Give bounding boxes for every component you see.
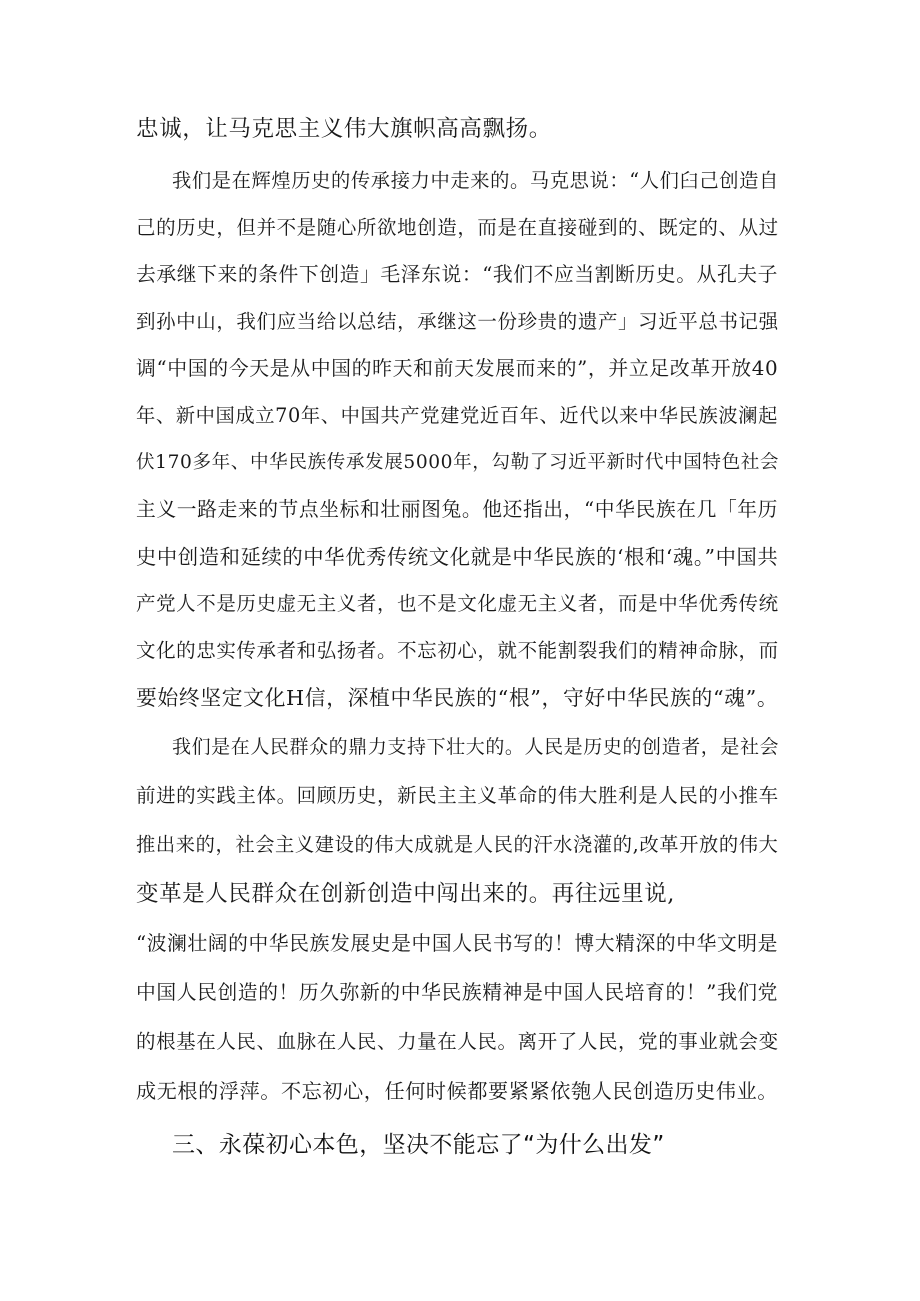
paragraph-1-line-1: 忠诚，让马克思主义伟大旗帜高高飘扬。 [136,116,552,142]
paragraph-3-line-8: 成无根的浮萍。不忘初心，任何时候都要紧紧依匏人民创造历史伟业。 [136,1079,778,1103]
paragraph-2-line-2: 己的历史，但并不是随心所欲地创造，而是在直接碰到的、既定的、从过 [136,216,779,239]
paragraph-3-line-6: 中国人民创造的！历久弥新的中华民族精神是中国人民培育的！”我们党 [136,981,779,1004]
paragraph-2-line-6: 年、新中国成立70年、中国共产党建党近百年、近代以来中华民族波澜起 [136,404,779,427]
paragraph-2-line-11: 文化的忠实传承者和弘扬者。不忘初心，就不能割裂我们的精神命脉，而 [136,639,779,662]
paragraph-2-line-8: 主义一路走来的节点坐标和壮丽图兔。他还指出，“中华民族在几「年历 [136,498,779,521]
paragraph-3-line-2: 前进的实践主体。回顾历史，新民主主义革命的伟大胜利是人民的小推车 [136,784,779,807]
paragraph-2-line-3: 去承继下来的条件下创造」毛泽东说：“我们不应当割断历史。从孔夫子 [136,263,779,286]
paragraph-3-line-5: “波澜壮阔的中华民族发展史是中国人民书写的！博大精深的中华文明是 [136,932,779,955]
paragraph-2-line-9: 史中创造和延续的中华优秀传统文化就是中华民族的‘根和‘魂。”中国共 [136,545,779,569]
paragraph-3-line-7: 的根基在人民、血脉在人民、力量在人民。离开了人民，党的事业就会变 [136,1030,779,1053]
paragraph-2-line-7: 伏170多年、中华民族传承发展5000年，勾勒了习近平新时代中国特色社会 [136,452,780,473]
paragraph-3-line-4: 变革是人民群众在创新创造中闯出来的。再往远里说, [136,881,676,907]
paragraph-3-line-1: 我们是在人民群众的鼎力支持下壮大的。人民是历史的创造者，是社会 [172,736,780,758]
paragraph-2-line-5: 调“中国的今天是从中国的昨天和前天发展而来的”，并立足改革开放40 [136,357,779,380]
paragraph-2-line-1: 我们是在辉煌历史的传承接力中走来的。马克思说：“人们臼己创造自 [172,169,779,192]
paragraph-2-line-12: 要始终坚定文化H信，深植中华民族的“根”，守好中华民族的“魂”。 [136,686,779,710]
section-heading: 三、永葆初心本色，坚决不能忘了“为什么出发” [172,1132,665,1158]
paragraph-3-line-3: 推出来的，社会主义建设的伟大成就是人民的汗水浇灌的,改革开放的伟大 [136,833,779,856]
paragraph-2-line-4: 到孙中山，我们应当给以总结，承继这一份珍贵的遗产」习近平总书记强 [136,310,779,333]
paragraph-2-line-10: 产党人不是历史虚无主义者，也不是文化虚无主义者，而是中华优秀传统 [136,592,779,615]
